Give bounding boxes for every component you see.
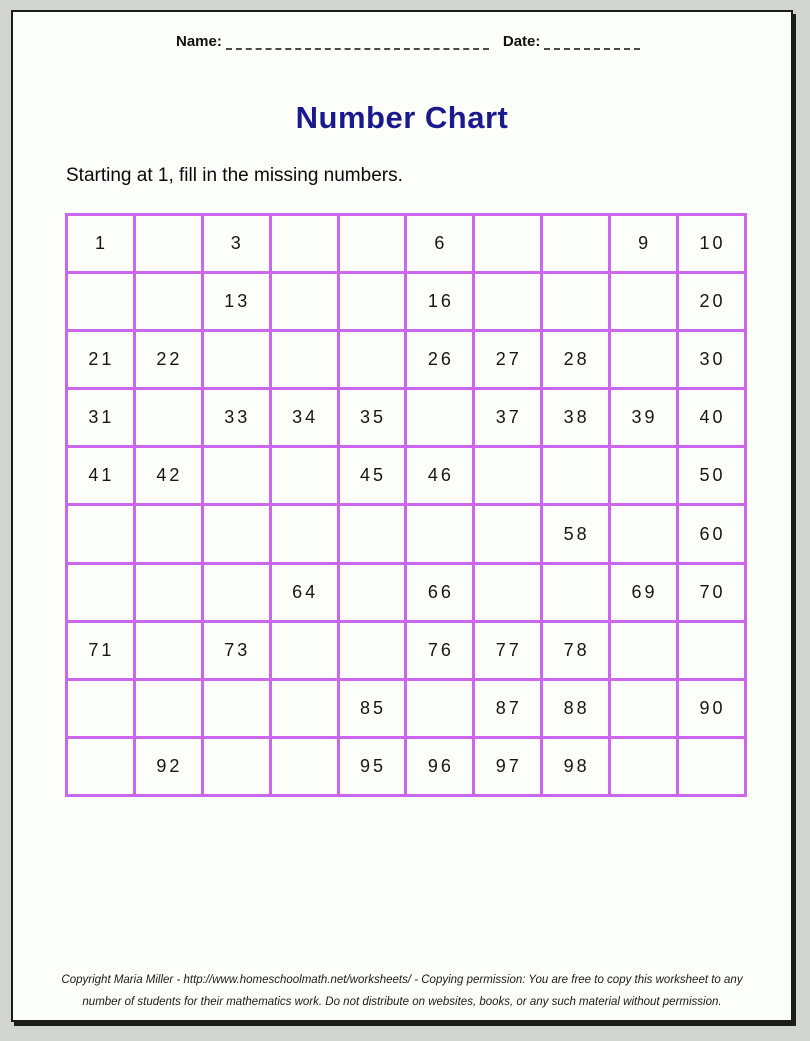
grid-cell-blank: [406, 389, 474, 447]
grid-cell-number: 10: [678, 215, 746, 273]
grid-cell-blank: [338, 505, 406, 563]
name-label: Name:: [176, 33, 222, 50]
grid-cell-number: 45: [338, 447, 406, 505]
date-label: Date:: [502, 33, 541, 50]
grid-cell-number: 34: [270, 389, 338, 447]
grid-cell-number: 38: [542, 389, 610, 447]
grid-cell-number: 73: [202, 621, 270, 679]
grid-cell-blank: [338, 563, 406, 621]
grid-cell-blank: [202, 563, 270, 621]
grid-cell-blank: [134, 621, 202, 679]
grid-cell-number: 77: [474, 621, 542, 679]
grid-cell-number: 90: [678, 679, 746, 737]
grid-cell-blank: [474, 273, 542, 331]
grid-cell-blank: [270, 447, 338, 505]
grid-cell-blank: [474, 563, 542, 621]
grid-cell-blank: [270, 215, 338, 273]
grid-cell-blank: [202, 679, 270, 737]
grid-cell-number: 50: [678, 447, 746, 505]
grid-cell-number: 28: [542, 331, 610, 389]
name-fill-line: [226, 33, 489, 50]
page-title: Number Chart: [295, 100, 509, 135]
grid-row: [67, 505, 746, 563]
grid-cell-number: 98: [542, 737, 610, 795]
copyright-line-2: number of students for their mathematics work. Do not distribute on websites, books, or any such material without permission.: [82, 996, 722, 1008]
grid-cell-blank: [610, 447, 678, 505]
grid-row: [67, 389, 746, 447]
grid-cell-number: 20: [678, 273, 746, 331]
grid-cell-blank: [270, 737, 338, 795]
grid-cell-number: 92: [134, 737, 202, 795]
grid-cell-blank: [270, 331, 338, 389]
grid-cell-number: 46: [406, 447, 474, 505]
grid-cell-number: 31: [67, 389, 135, 447]
grid-cell-number: 6: [406, 215, 474, 273]
grid-cell-number: 64: [270, 563, 338, 621]
grid-cell-blank: [202, 331, 270, 389]
date-fill-line: [544, 33, 640, 50]
grid-cell-number: 95: [338, 737, 406, 795]
grid-cell-blank: [270, 273, 338, 331]
grid-cell-number: 88: [542, 679, 610, 737]
grid-cell-blank: [270, 621, 338, 679]
grid-cell-blank: [270, 679, 338, 737]
grid-cell-number: 16: [406, 273, 474, 331]
grid-cell-number: 41: [67, 447, 135, 505]
grid-cell-blank: [610, 331, 678, 389]
grid-row: [67, 737, 746, 795]
grid-cell-blank: [134, 679, 202, 737]
grid-cell-number: 78: [542, 621, 610, 679]
grid-cell-blank: [338, 215, 406, 273]
grid-cell-blank: [67, 679, 135, 737]
grid-cell-blank: [202, 505, 270, 563]
grid-cell-blank: [134, 505, 202, 563]
grid-cell-number: 85: [338, 679, 406, 737]
grid-cell-number: 21: [67, 331, 135, 389]
grid-cell-blank: [338, 273, 406, 331]
grid-cell-blank: [134, 563, 202, 621]
grid-cell-blank: [542, 273, 610, 331]
grid-row: [67, 447, 746, 505]
grid-row: [67, 679, 746, 737]
grid-cell-blank: [474, 505, 542, 563]
grid-cell-blank: [406, 505, 474, 563]
grid-cell-blank: [67, 505, 135, 563]
grid-cell-blank: [542, 215, 610, 273]
grid-cell-number: 3: [202, 215, 270, 273]
grid-cell-blank: [542, 563, 610, 621]
grid-cell-number: 35: [338, 389, 406, 447]
grid-cell-blank: [338, 621, 406, 679]
grid-row: [67, 273, 746, 331]
grid-cell-number: 30: [678, 331, 746, 389]
grid-cell-number: 96: [406, 737, 474, 795]
grid-cell-blank: [67, 737, 135, 795]
grid-cell-blank: [202, 737, 270, 795]
grid-cell-number: 37: [474, 389, 542, 447]
grid-row: [67, 621, 746, 679]
grid-cell-number: 22: [134, 331, 202, 389]
grid-cell-blank: [678, 621, 746, 679]
grid-cell-blank: [67, 563, 135, 621]
grid-cell-blank: [202, 447, 270, 505]
copyright-line-1: Copyright Maria Miller - http://www.homeschoolmath.net/worksheets/ - Copying permission: You are free to copy this worksheet to any: [61, 974, 743, 986]
grid-cell-number: 39: [610, 389, 678, 447]
grid-cell-number: 27: [474, 331, 542, 389]
grid-cell-blank: [610, 621, 678, 679]
copyright-footer: [13, 969, 791, 1013]
grid-cell-number: 70: [678, 563, 746, 621]
grid-cell-number: 76: [406, 621, 474, 679]
grid-row: [67, 215, 746, 273]
grid-cell-blank: [542, 447, 610, 505]
grid-cell-blank: [134, 273, 202, 331]
grid-cell-number: 66: [406, 563, 474, 621]
grid-cell-number: 60: [678, 505, 746, 563]
grid-cell-number: 42: [134, 447, 202, 505]
grid-row: [67, 331, 746, 389]
grid-cell-number: 9: [610, 215, 678, 273]
grid-row: [67, 563, 746, 621]
grid-cell-blank: [610, 737, 678, 795]
worksheet-page: [11, 10, 793, 1022]
grid-cell-blank: [474, 215, 542, 273]
grid-cell-blank: [134, 215, 202, 273]
grid-cell-blank: [406, 679, 474, 737]
grid-cell-number: 13: [202, 273, 270, 331]
grid-cell-blank: [474, 447, 542, 505]
grid-cell-number: 87: [474, 679, 542, 737]
grid-cell-number: 26: [406, 331, 474, 389]
grid-cell-blank: [610, 273, 678, 331]
instruction-text: Starting at 1, fill in the missing numbers.: [66, 165, 403, 186]
grid-cell-number: 40: [678, 389, 746, 447]
grid-cell-number: 58: [542, 505, 610, 563]
grid-cell-blank: [67, 273, 135, 331]
grid-cell-number: 1: [67, 215, 135, 273]
grid-cell-blank: [678, 737, 746, 795]
grid-cell-number: 69: [610, 563, 678, 621]
grid-cell-blank: [270, 505, 338, 563]
grid-cell-number: 33: [202, 389, 270, 447]
grid-cell-number: 71: [67, 621, 135, 679]
grid-cell-blank: [338, 331, 406, 389]
grid-cell-blank: [610, 679, 678, 737]
number-grid-body: [67, 215, 746, 796]
number-grid: [65, 213, 747, 797]
grid-cell-number: 97: [474, 737, 542, 795]
name-date-header: [176, 33, 641, 50]
grid-cell-blank: [610, 505, 678, 563]
grid-cell-blank: [134, 389, 202, 447]
